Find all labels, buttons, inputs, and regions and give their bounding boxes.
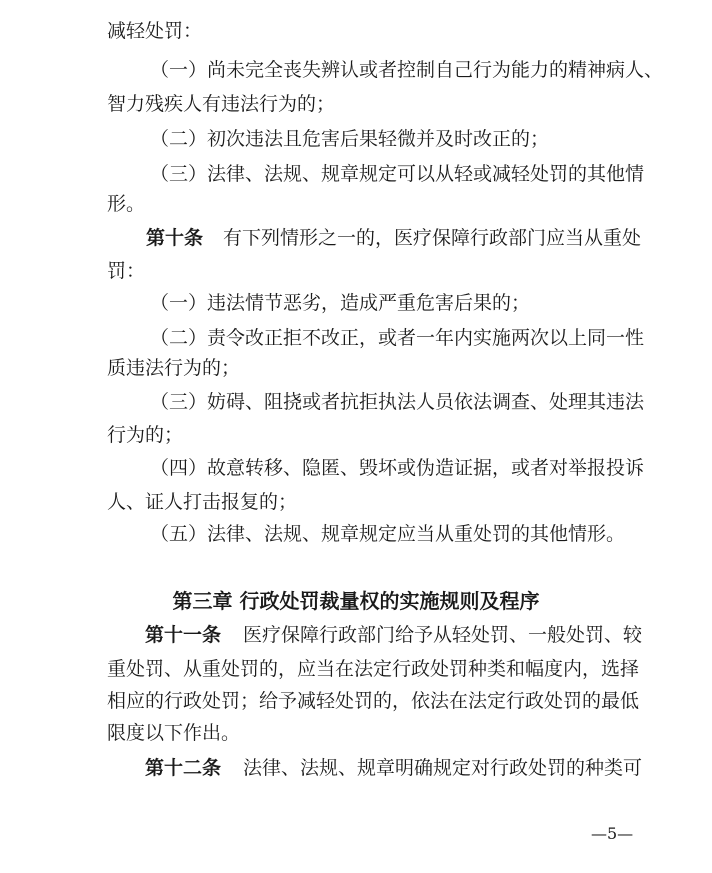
text-line: 智力残疾人有违法行为的； [107,93,336,115]
text-line: 行为的； [107,424,184,446]
article-11-label: 第十一条 [145,624,222,646]
text-line: 减轻处罚： [107,20,203,42]
text-line: （二）责令改正拒不改正，或者一年内实施两次以上同一性 [150,327,645,349]
text-line: 相应的行政处罚；给予减轻处罚的，依法在法定行政处罚的最低 [107,690,640,712]
text-line: （四）故意转移、隐匿、毁坏或伪造证据，或者对举报投诉 [150,457,645,479]
page-number: —5— [591,824,634,843]
text-line: （一）尚未完全丧失辨认或者控制自己行为能力的精神病人、 [150,59,664,81]
article-12-paragraph [145,755,642,781]
text-line: 重处罚、从重处罚的，应当在法定行政处罚种类和幅度内，选择 [107,658,640,680]
text-line: （一）违法情节恶劣，造成严重危害后果的； [150,292,531,314]
text-line: （五）法律、法规、规章规定应当从重处罚的其他情形。 [150,523,626,545]
text-line: 人、证人打击报复的； [107,491,298,513]
text-line: 质违法行为的； [107,357,241,379]
article-10-label: 第十条 [146,227,204,249]
text-line: 医疗保障行政部门给予从轻处罚、一般处罚、较 [243,624,643,646]
text-line: 法律、法规、规章明确规定对行政处罚的种类可 [243,757,643,779]
text-line: 有下列情形之一的，医疗保障行政部门应当从重处 [223,227,642,249]
chapter-heading: 第三章 行政处罚裁量权的实施规则及程序 [172,589,540,613]
article-11-paragraph [145,622,642,648]
text-line: （二）初次违法且危害后果轻微并及时改正的； [150,128,550,150]
text-line: 限度以下作出。 [107,722,241,744]
text-line: 罚： [107,260,146,282]
text-line: （三）妨碍、阻挠或者抗拒执法人员依法调查、处理其违法 [150,391,645,413]
text-line: （三）法律、法规、规章规定可以从轻或减轻处罚的其他情 [150,163,645,185]
text-line: 形。 [107,193,146,215]
article-12-label: 第十二条 [145,757,222,779]
article-10-paragraph [146,225,641,251]
